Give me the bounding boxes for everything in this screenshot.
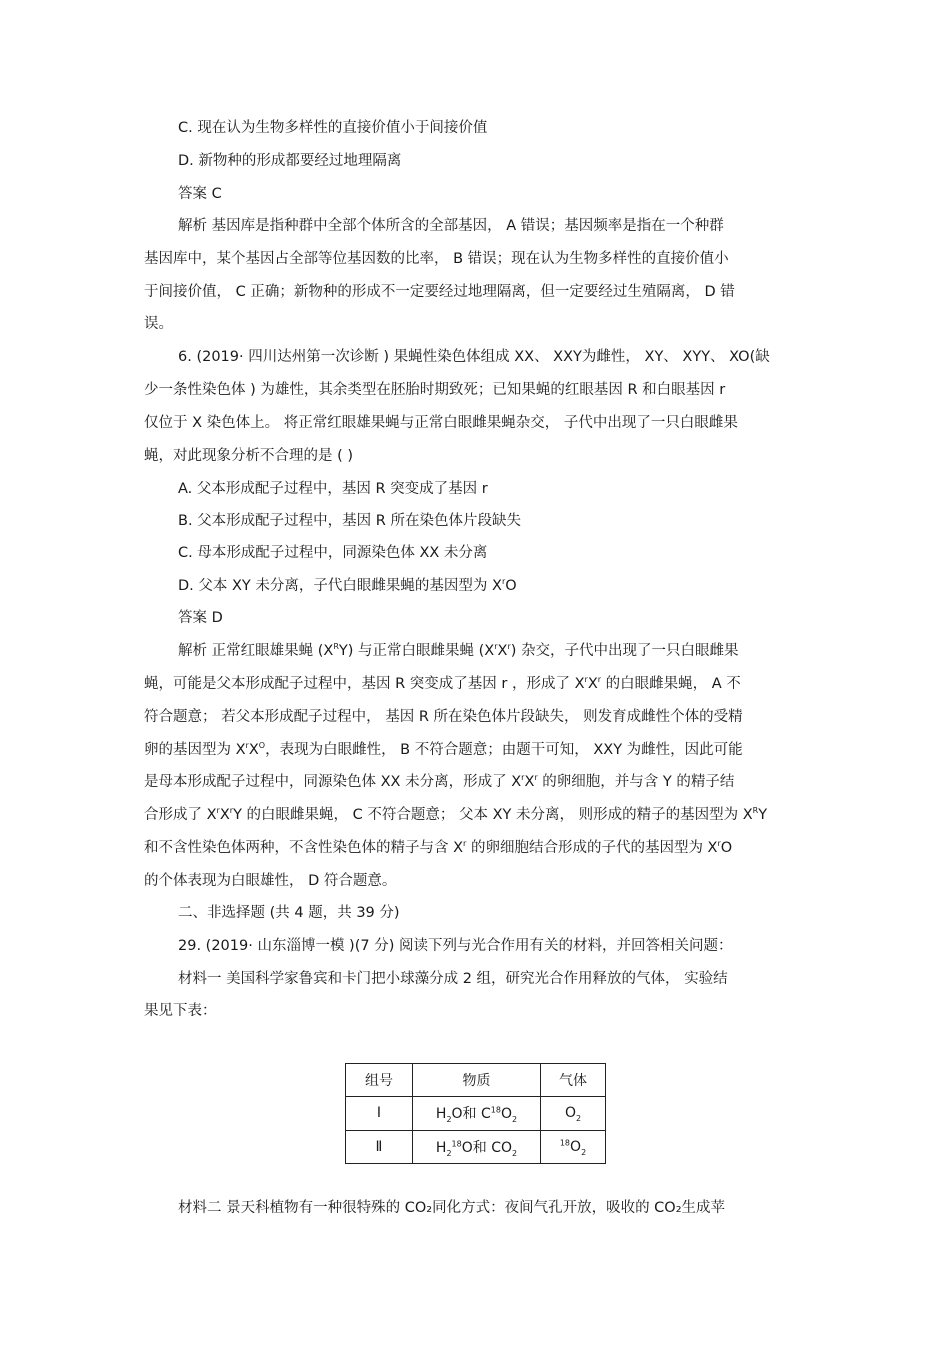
table-cell-substance: $H_2O$和 $C^{18}O_2$	[413, 1097, 541, 1130]
question-6-stem: 仅位于 X 染色体上。 将正常红眼雄果蝇与正常白眼雌果蝇杂交， 子代中出现了一只白眼雌果	[144, 415, 738, 431]
option-a: A. 父本形成配子过程中，基因 R 突变成了基因 r	[178, 481, 488, 497]
material-one: 果见下表：	[144, 1003, 217, 1019]
experiment-table	[345, 1063, 606, 1164]
table-cell-group: Ⅱ	[346, 1130, 413, 1163]
answer-label: 答案 D	[178, 610, 223, 626]
question-29-stem: 29. (2019· 山东淄博一模 )(7 分) 阅读下列与光合作用有关的材料，并回答相关问题：	[178, 938, 733, 954]
explanation-line: 蝇，可能是父本形成配子过程中，基因 R 突变成了基因 r ，形成了 $X^rX^r$ 的白眼雌果蝇， A 不	[144, 675, 741, 692]
option-d: D. 新物种的形成都要经过地理隔离	[178, 153, 402, 169]
explanation-line: 和不含性染色体两种，不含性染色体的精子与含 $X^r$ 的卵细胞结合形成的子代的基因型为 $X^rO$	[144, 839, 733, 856]
table-cell-substance: $H_2^{18}O$和 $CO_2$	[413, 1130, 541, 1163]
explanation-line: 的个体表现为白眼雄性， D 符合题意。	[144, 873, 397, 889]
table-cell-group: Ⅰ	[346, 1097, 413, 1130]
explanation-line: 合形成了 $X^rX^rY$ 的白眼雌果蝇， C 不符合题意； 父本 XY 未分离， 则形成的精子的基因型为 $X^RY$	[144, 806, 768, 823]
table-header-cell: 物质	[413, 1064, 541, 1097]
answer-label: 答案 C	[178, 186, 222, 202]
explanation-line: 误。	[144, 316, 173, 332]
table-row	[346, 1097, 606, 1130]
material-one: 材料一 美国科学家鲁宾和卡门把小球藻分成 2 组，研究光合作用释放的气体， 实验结	[178, 971, 728, 987]
question-6-stem: 蝇，对此现象分析不合理的是 ( )	[144, 448, 354, 464]
question-6-stem: 6. (2019· 四川达州第一次诊断 ) 果蝇性染色体组成 XX、 XXY为雌性， XY、 XYY、 XO(缺	[178, 349, 770, 365]
table-row	[346, 1130, 606, 1163]
table-cell-gas: $^{18}O_2$	[541, 1130, 606, 1163]
option-d: D. 父本 XY 未分离，子代白眼雌果蝇的基因型为 $X^rO$	[178, 577, 517, 594]
question-6-stem: 少一条性染色体 ) 为雄性，其余类型在胚胎时期致死；已知果蝇的红眼基因 R 和白眼基因 r	[144, 382, 726, 398]
section-heading: 二、非选择题 (共 4 题，共 39 分)	[178, 905, 400, 921]
explanation-line: 基因库中，某个基因占全部等位基因数的比率， B 错误；现在认为生物多样性的直接价值小	[144, 251, 729, 267]
table-header-row	[346, 1064, 606, 1097]
table-cell-gas: $O_2$	[541, 1097, 606, 1130]
explanation-line: 卵的基因型为 $X^rX^O$，表现为白眼雌性， B 不符合题意；由题干可知， XXY 为雌性，因此可能	[144, 741, 743, 758]
explanation-line: 于间接价值， C 正确；新物种的形成不一定要经过地理隔离，但一定要经过生殖隔离， D 错	[144, 284, 735, 300]
explanation-line: 是母本形成配子过程中，同源染色体 XX 未分离，形成了 $X^rX^r$ 的卵细胞，并与含 Y 的精子结	[144, 773, 735, 790]
option-b: B. 父本形成配子过程中，基因 R 所在染色体片段缺失	[178, 513, 521, 529]
explanation-line: 符合题意； 若父本形成配子过程中， 基因 R 所在染色体片段缺失， 则发育成雌性个体的受精	[144, 709, 743, 725]
explanation-line: 解析 正常红眼雄果蝇 $(X^RY)$ 与正常白眼雌果蝇 $(X^rX^r)$ 杂交，子代中出现了一只白眼雌果	[178, 642, 739, 659]
material-two: 材料二 景天科植物有一种很特殊的 CO₂同化方式：夜间气孔开放，吸收的 CO₂生成苹	[178, 1200, 726, 1216]
table-header-cell: 气体	[541, 1064, 606, 1097]
table-header-cell: 组号	[346, 1064, 413, 1097]
explanation-line: 解析 基因库是指种群中全部个体所含的全部基因， A 错误；基因频率是指在一个种群	[178, 218, 724, 234]
option-c: C. 母本形成配子过程中，同源染色体 XX 未分离	[178, 545, 488, 561]
option-c: C. 现在认为生物多样性的直接价值小于间接价值	[178, 120, 488, 136]
